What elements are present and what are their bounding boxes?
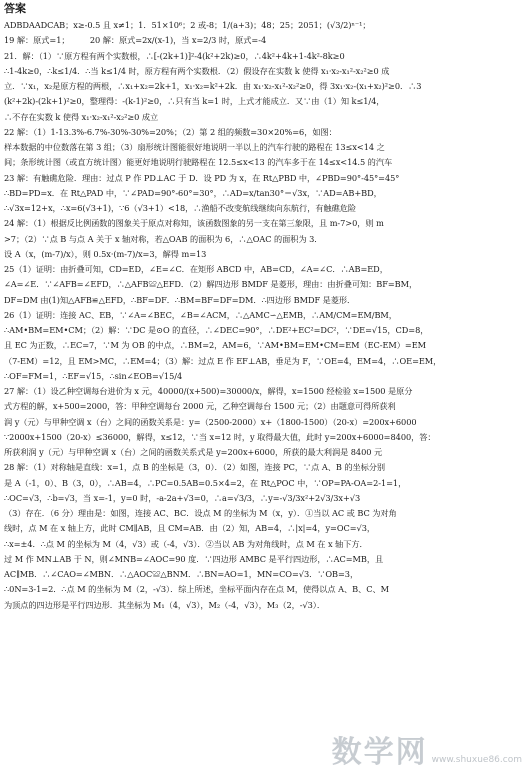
answer-line: ∵2000x+1500（20-x）≤36000，解得，x≤12，∵当 x=12 时，y 取得最大值，此时 y=200x+6000=8400，答： <box>4 431 436 442</box>
answer-line: ∴AM•BM=EM•CM；（2）解：∵DC 是⊙O 的直径，∴∠DEC=90°，∴DE²+EC²=DC²，∵DE=√15，CD=8， <box>4 325 429 335</box>
answer-line: 线时，点 M 在 x 轴上方，此时 CM∥AB，且 CM=AB．由（2）知，AB=4，∴|x|=4，y=OC=√3， <box>4 523 375 534</box>
answer-line: >7；（2）∵点 B 与点 A 关于 x 轴对称，若△OAB 的面积为 6，∴△OAC 的面积为 3． <box>4 233 323 244</box>
answer-line: ADBDAADCAB；x≥-0.5 且 x≠1；1．51×10⁶；2 或-8；1/(a+3)；48；25；2051；(√3/2)ⁿ⁻¹； <box>4 20 371 30</box>
answer-line: 23 解：有触礁危险．理由：过点 P 作 PD⊥AC 于 D．设 PD 为 x，在 Rt△PBD 中，∠PBD=90°-45°=45° <box>4 172 400 183</box>
answer-line: ∴x=±4．∴点 M 的坐标为 M（4，√3）或（-4，√3）．②当以 AB 为对角线时，点 M 在 x 轴下方． <box>4 538 368 549</box>
answer-line: 28 解：（1）对称轴是直线：x=1，点 B 的坐标是（3，0）．（2）如图，连接 PC，∵点 A、B 的坐标分别 <box>4 462 386 473</box>
answer-line: （3）存在．（6 分）理由是：如图，连接 AC、BC．设点 M 的坐标为 M（x，y）．①当以 AC 或 BC 为对角 <box>4 508 397 518</box>
answer-line: ∴不存在实数 k 使得 x₁·x₂-x₁²-x₂²≥0 成立 <box>4 111 159 122</box>
answer-line: 21．解：（1）∵原方程有两个实数根，∴[-(2k+1)]²-4(k²+2k)≥0，∴4k²+4k+1-4k²-8k≥0 <box>4 50 345 61</box>
watermark-url: www.shuxue86.com <box>431 755 522 765</box>
answer-line: 22 解：（1）1-13.3%-6.7%-30%-30%=20%；（2）第 2 组的频数=30×20%=6，如图： <box>4 126 337 137</box>
watermark-logo: 数学网 <box>331 735 428 770</box>
answer-line: ∴0N=3-1=2．∴点 M 的坐标为 M（2，-√3）．综上所述，坐标平面内存在点 M，使得以点 A、B、C、M <box>4 584 389 595</box>
answer-line: 是 A（-1，0）、B（3，0），∴AB=4，∴PC=0.5AB=0.5×4=2，在 Rt△POC 中，∵OP=PA-OA=2-1=1， <box>4 477 407 488</box>
answer-line: （7-EM）=12，且 EM>MC，∴EM=4；（3）解：过点 E 作 EF⊥AB，垂足为 F，∵OE=4，EM=4，∴OE=EM， <box>4 355 442 366</box>
answer-line: ∴OC=√3，∴b=√3，当 x=-1，y=0 时，-a-2a+√3=0，∴a=√3/3，∴y=-√3/3x²+2√3/3x+√3 <box>4 492 361 503</box>
answer-line: ∴1-4k≥0，∴k≤1/4．∴当 k≤1/4 时，原方程有两个实数根．（2）假设存在实数 k 使得 x₁·x₂-x₁²-x₂²≥0 成 <box>4 65 390 76</box>
answer-line: 设 A（x，(m-7)/x），则 0.5x·(m-7)/x=3，解得 m=13 <box>4 248 207 259</box>
answer-line: 27 解：（1）设乙种空调每台进价为 x 元，40000/(x+500)=30000/x，解得，x=1500 经检验 x=1500 是原分 <box>4 386 413 396</box>
answer-line: 19 解：原式=1； 20 解：原式=2x/(x-1)，当 x=2/3 时，原式=-4 <box>4 35 267 46</box>
answer-line: AC∥MB．∴∠CAO=∠MBN．∴△AOC≌△BNM．∴BN=AO=1，MN=CO=√3．∵OB=3， <box>4 569 359 579</box>
answer-line: 为顶点的四边形是平行四边形．其坐标为 M₁（4，√3），M₂（-4，√3），M₃（2，-√3）． <box>4 599 325 610</box>
answer-sheet <box>4 2 520 770</box>
answer-line: 过 M 作 MN⊥AB 于 N，则∠MNB=∠AOC=90 度．∵四边形 AMBC 是平行四边形，∴AC=MB，且 <box>4 553 384 564</box>
answer-line: ∴√3x=12+x，∴x=6(√3+1)，∵6（√3+1）<18，∴渔船不改变航线继续向东航行，有触礁危险 <box>4 203 357 213</box>
answer-line: DF=DM 由(1)知△AFB≌△EFD，∴BF=DF．∴BM=BF=DF=DM．∴四边形 BMDF 是菱形． <box>4 294 356 305</box>
answer-line: 间；条形统计图（或直方统计图）能更好地说明行驶路程在 12.5≤x<13 的汽车多于在 14≤x<14.5 的汽车 <box>4 157 393 168</box>
answer-line: (k²+2k)-(2k+1)²≥0，整理得：-(k-1)²≥0，∴只有当 k=1 时，上式才能成立．又∵由（1）知 k≤1/4， <box>4 96 385 107</box>
answer-body <box>4 18 520 613</box>
answer-line: 所获利润 y（元）与甲种空调 x（台）之间的函数关系式是 y=200x+6000，所获的最大利润是 8400 元 <box>4 447 383 457</box>
answer-line: ∴OF=FM=1，∴EF=√15，∴sin∠EOB=√15/4 <box>4 370 183 381</box>
answer-line: 且 EC 为正数，∴EC=7，∵M 为 OB 的中点，∴BM=2，AM=6，∵AM•BM=EM•CM=EM（EC-EM）=EM <box>4 340 426 351</box>
answer-line: 润 y（元）与甲种空调 x（台）之间的函数关系是：y=（2500-2000）x+（1800-1500）（20-x）=200x+6000 <box>4 416 417 427</box>
answer-line: ∴BD=PD=x．在 Rt△PAD 中，∵∠PAD=90°-60°=30°，∴AD=x/tan30°＝√3x，∵AD=AB+BD， <box>4 187 382 198</box>
answer-line: 样本数据的中位数落在第 3 组；（3）扇形统计图能很好地说明一半以上的汽车行驶的路程在 13≤x<14 之 <box>4 142 385 152</box>
answer-line: 立．∵x₁，x₂是原方程的两根，∴x₁+x₂=2k+1，x₁·x₂=k²+2k．由 x₁·x₂-x₁²-x₂²≥0，得 3x₁·x₂-(x₁+x₂)²≥0．∴3 <box>4 81 422 91</box>
answer-line: ∠A=∠E．∵∠AFB=∠EFD，∴△AFB≌△EFD．（2）解四边形 BMDF 是菱形，理由：由折叠可知：BF=BM， <box>4 279 418 290</box>
answer-line: 26（1）证明：连接 AC、EB，∵∠A=∠BEC，∠B=∠ACM，∴△AMC∽△EMB，∴AM/CM=EM/BM， <box>4 309 397 320</box>
answer-line: 式方程的解，x+500=2000，答：甲种空调每台 2000 元，乙种空调每台 1500 元；（2）由题意可得所获利 <box>4 401 396 412</box>
answer-line: 24 解：（1）根据反比例函数的图象关于原点对称知，该函数图象的另一支在第三象限，且 m-7>0，则 m <box>4 218 384 229</box>
answer-line: 25（1）证明：由折叠可知，CD=ED，∠E=∠C．在矩形 ABCD 中，AB=CD，∠A=∠C．∴AB=ED， <box>4 264 388 274</box>
page-title: 答案 <box>4 2 26 15</box>
